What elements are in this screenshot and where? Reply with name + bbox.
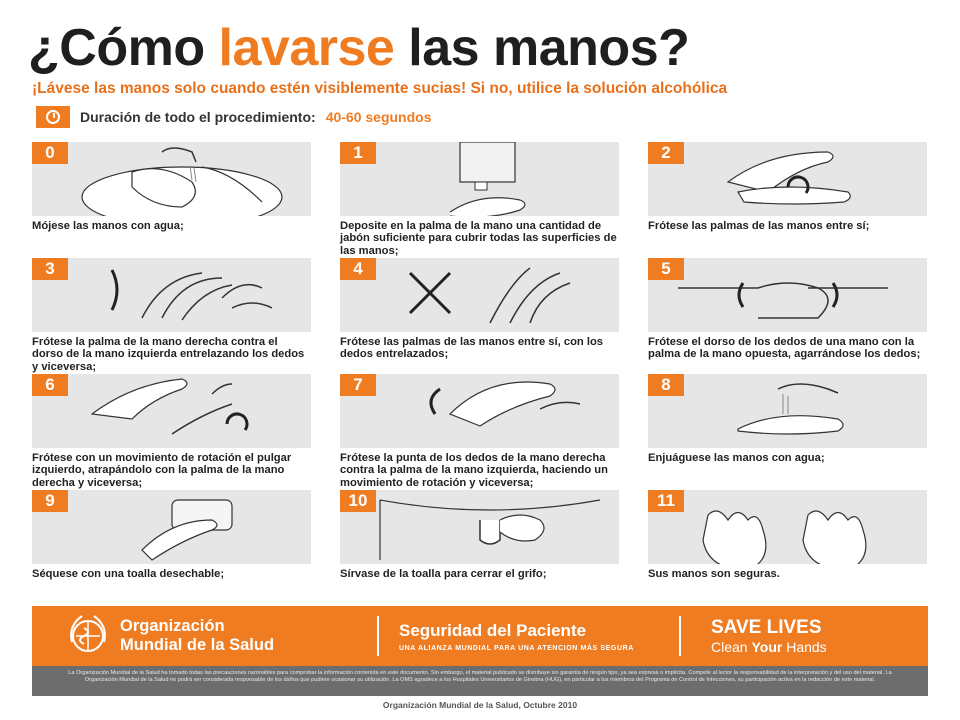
step-caption: Frótese el dorso de los dedos de una mano con la palma de la mano opuesta, agarrándose los dedos; <box>648 336 921 361</box>
step-number: 8 <box>648 374 684 396</box>
step-caption: Frótese las palmas de las manos entre sí; <box>648 220 870 232</box>
backs-of-fingers-icon <box>648 258 927 332</box>
save-sub-1: Clean <box>711 639 752 655</box>
interlaced-fingers-icon <box>340 258 619 332</box>
step-caption: Séquese con una toalla desechable; <box>32 568 225 580</box>
step-caption: Enjuáguese las manos con agua; <box>648 452 825 464</box>
step-number: 9 <box>32 490 68 512</box>
save-lives-title: SAVE LIVES <box>711 617 822 638</box>
patient-safety-title: Seguridad del Paciente <box>399 620 587 640</box>
step-number: 3 <box>32 258 68 280</box>
step-caption: Frótese las palmas de las manos entre sí, con los dedos entrelazados; <box>340 336 604 361</box>
step-9-illustration <box>32 490 311 564</box>
step-number: 5 <box>648 258 684 280</box>
close-faucet-icon <box>340 490 619 564</box>
step-2-illustration <box>648 142 927 216</box>
disclaimer: La Organización Mundial de la Salud ha tomado todas las precauciones razonables para comprobar la información contenida en este documento. Sin embargo, el material publicado se distribuye sin garantía de ningún tipo, ya sea expresa o implícita. Compete al lector la responsabilidad de la interpretación y del uso del material. La Organización Mundial de la Salud no podrá ser considerada responsable de los daños que pudiere ocasionar su utilización. La OMS agradece a los Hospitales Universitarios de Ginebra (HUG), en particular a los miembros del Programa de Control de Infecciones, su participación activa en la redacción de este material. <box>32 666 928 696</box>
step-caption: Frótese la palma de la mano derecha contra el dorso de la mano izquierda entrelazando los dedos y viceversa; <box>32 336 305 373</box>
step-caption: Frótese la punta de los dedos de la mano derecha contra la palma de la mano izquierda, haciendo un movimiento de rotación y viceversa; <box>340 452 608 489</box>
step-caption: Mójese las manos con agua; <box>32 220 184 232</box>
step-8-illustration <box>648 374 927 448</box>
step-10-illustration <box>340 490 619 564</box>
step-6-illustration <box>32 374 311 448</box>
who-emblem-icon <box>66 614 110 658</box>
step-9 <box>32 490 311 604</box>
duration-value: 40-60 segundos <box>325 109 432 125</box>
step-11-illustration <box>648 490 927 564</box>
step-caption: Sírvase de la toalla para cerrar el grifo; <box>340 568 547 580</box>
step-2 <box>648 142 927 256</box>
step-10 <box>340 490 619 604</box>
rub-palms-icon <box>648 142 927 216</box>
step-3 <box>32 258 311 372</box>
step-1-illustration <box>340 142 619 216</box>
step-number: 4 <box>340 258 376 280</box>
palm-over-back-icon <box>32 258 311 332</box>
step-caption: Sus manos son seguras. <box>648 568 780 580</box>
page-title <box>28 18 689 78</box>
footer-banner <box>32 606 928 666</box>
fingertips-rotation-icon <box>340 374 619 448</box>
step-number: 2 <box>648 142 684 164</box>
subtitle: ¡Lávese las manos solo cuando estén visiblemente sucias! Si no, utilice la solución alcohólica <box>32 80 728 97</box>
duration-row <box>36 106 432 128</box>
step-number: 11 <box>648 490 684 512</box>
save-sub-2: Your <box>751 639 783 655</box>
thumb-rotation-icon <box>32 374 311 448</box>
save-sub-3: Hands <box>782 639 827 655</box>
towel-dry-icon <box>32 490 311 564</box>
title-accent: lavarse <box>218 19 395 77</box>
who-name: Organización Mundial de la Salud <box>120 617 275 654</box>
step-11 <box>648 490 927 604</box>
step-5-illustration <box>648 258 927 332</box>
step-number: 0 <box>32 142 68 164</box>
footer-credit: Organización Mundial de la Salud, Octubre 2010 <box>382 700 578 710</box>
save-lives-block <box>681 617 827 655</box>
step-3-illustration <box>32 258 311 332</box>
step-5 <box>648 258 927 372</box>
step-6 <box>32 374 311 488</box>
clock-icon <box>36 106 70 128</box>
step-4 <box>340 258 619 372</box>
step-number: 6 <box>32 374 68 396</box>
step-8 <box>648 374 927 488</box>
step-number: 7 <box>340 374 376 396</box>
duration-label: Duración de todo el procedimiento: <box>80 109 316 125</box>
who-block <box>32 614 377 658</box>
step-0 <box>32 142 311 256</box>
step-1 <box>340 142 619 256</box>
safe-hands-icon <box>648 490 927 564</box>
patient-safety-block <box>379 621 679 652</box>
step-7 <box>340 374 619 488</box>
patient-safety-subtitle: UNA ALIANZA MUNDIAL PARA UNA ATENCION MÁS SEGURA <box>399 644 634 652</box>
step-caption: Deposite en la palma de la mano una cantidad de jabón suficiente para cubrir todas las superficies de las manos; <box>340 220 617 257</box>
rinse-hands-icon <box>648 374 927 448</box>
step-0-illustration <box>32 142 311 216</box>
title-start: ¿Cómo <box>28 19 219 77</box>
soap-dispenser-icon <box>340 142 619 216</box>
wet-hands-icon <box>32 142 311 216</box>
step-7-illustration <box>340 374 619 448</box>
step-number: 1 <box>340 142 376 164</box>
title-end: las manos? <box>394 19 690 77</box>
step-caption: Frótese con un movimiento de rotación el pulgar izquierdo, atrapándolo con la palma de la mano derecha y viceversa; <box>32 452 292 489</box>
steps-grid <box>32 142 928 604</box>
step-4-illustration <box>340 258 619 332</box>
save-lives-subtitle <box>711 639 827 655</box>
step-number: 10 <box>340 490 376 512</box>
